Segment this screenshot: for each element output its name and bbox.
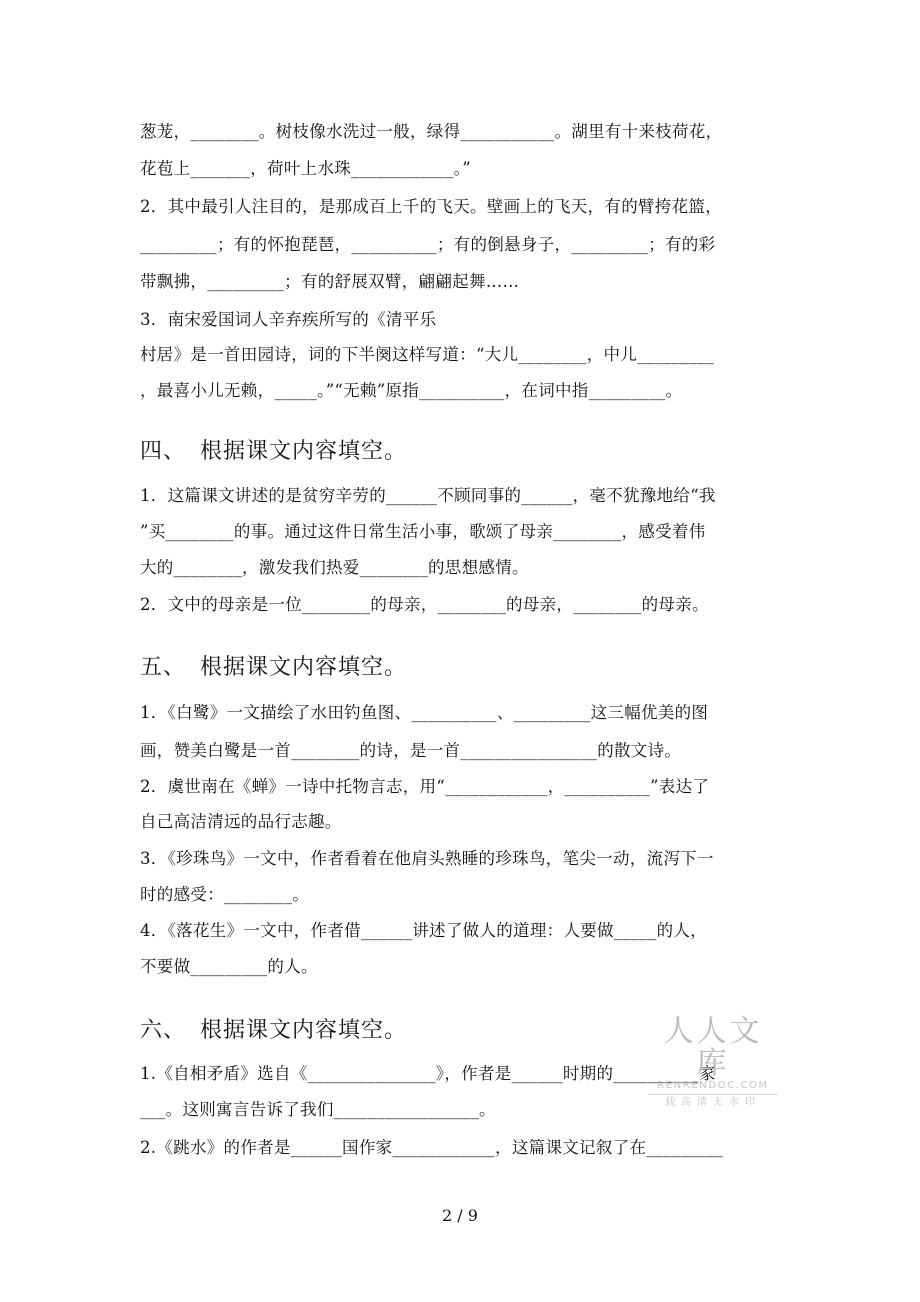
question-2: 2．虞世南在《蝉》一诗中托物言志，用“____________，__________”表达了 xyxy=(140,777,710,796)
section-number: 四、 xyxy=(140,439,187,464)
question-4: 4．《落花生》一文中，作者借______讲述了做人的道理：人要做_____的人， xyxy=(140,921,707,940)
question-3: 3．《珍珠鸟》一文中，作者看着在他肩头熟睡的珍珠鸟，笔尖一动，流泻下一 xyxy=(140,849,714,868)
text-line: 时的感受：________。 xyxy=(140,885,310,904)
question-2: 2．文中的母亲是一位________的母亲，________的母亲，________的母亲。 xyxy=(140,595,709,614)
question-1: 1．《白鹭》一文描绘了水田钓鱼图、__________、_________这三幅优美的图 xyxy=(140,703,709,722)
section-title: 根据课文内容填空。 xyxy=(200,439,408,464)
question-1: 1．这篇课文讲述的是贫穷辛劳的______不顾同事的______，毫不犹豫地给“我 xyxy=(140,486,716,505)
text-line: _________；有的怀抱琵琶，__________；有的倒悬身子，_________；有的彩 xyxy=(140,235,716,254)
page-number: 2 / 9 xyxy=(442,1206,478,1225)
text-line: 大的________，激发我们热爱________的思想感情。 xyxy=(140,558,529,577)
section-title: 根据课文内容填空。 xyxy=(200,1018,408,1043)
section-title: 根据课文内容填空。 xyxy=(200,655,408,680)
section-heading-5 xyxy=(140,650,407,681)
section-heading-4 xyxy=(140,434,407,465)
watermark xyxy=(648,1016,778,1110)
text-line: 带飘拂，_________；有的舒展双臂，翩翩起舞…… xyxy=(140,272,520,291)
text-line: 花苞上_______，荷叶上水珠____________。” xyxy=(140,159,471,178)
text-line: ___。这则寓言告诉了我们_________________。 xyxy=(140,1100,496,1119)
text-line: 不要做_________的人。 xyxy=(140,957,318,976)
question-2: 2．其中最引人注目的，是那成百上千的飞天。壁画上的飞天，有的臂挎花篮， xyxy=(140,197,722,216)
question-2: 2.《跳水》的作者是______国作家____________，这篇课文记叙了在_________ xyxy=(140,1138,724,1157)
section-heading-6 xyxy=(140,1013,407,1044)
text-line: 葱茏，________。树枝像水洗过一般，绿得___________。湖里有十来枝荷花， xyxy=(140,122,723,141)
text-line: ，最喜小儿无赖，_____。”“无赖”原指__________，在词中指_________。 xyxy=(140,381,683,400)
section-number: 五、 xyxy=(140,655,187,680)
watermark-tag: 载高清无水印 xyxy=(648,1094,778,1110)
section-number: 六、 xyxy=(140,1018,187,1043)
watermark-logo: 人人文库 xyxy=(663,1014,763,1081)
text-line: 村居》是一首田园诗，词的下半阕这样写道：“大儿________，中儿_________ xyxy=(140,345,715,364)
text-line: 自己高洁清远的品行志趣。 xyxy=(140,812,342,831)
question-1: 1.《自相矛盾》选自《_______________》，作者是______时期的__________家 xyxy=(140,1064,716,1083)
text-line: ”买________的事。通过这件日常生活小事，歌颂了母亲________，感受着伟 xyxy=(140,522,706,541)
question-3: 3．南宋爱国词人辛弃疾所写的《清平乐 xyxy=(140,310,437,329)
text-line: 画，赞美白鹭是一首________的诗，是一首________________的散文诗。 xyxy=(140,741,682,760)
watermark-domain: RENRENDOC.COM xyxy=(657,1080,769,1091)
